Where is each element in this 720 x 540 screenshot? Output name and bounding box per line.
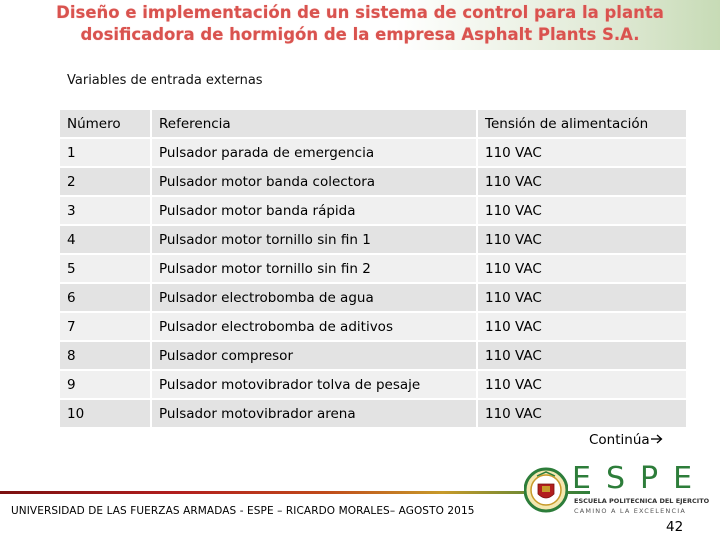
cell-referencia: Pulsador electrobomba de aditivos xyxy=(150,313,476,342)
cell-referencia: Pulsador motovibrador tolva de pesaje xyxy=(150,371,476,400)
variables-table xyxy=(60,110,686,429)
table-row xyxy=(60,371,686,400)
cell-tension: 110 VAC xyxy=(476,284,686,313)
cell-tension: 110 VAC xyxy=(476,226,686,255)
cell-numero: 7 xyxy=(60,313,150,342)
cell-tension: 110 VAC xyxy=(476,255,686,284)
page-number: 42 xyxy=(666,519,684,535)
cell-referencia: Pulsador motovibrador arena xyxy=(150,400,476,429)
table-row xyxy=(60,342,686,371)
cell-referencia: Pulsador motor banda colectora xyxy=(150,168,476,197)
table-row xyxy=(60,313,686,342)
cell-numero: 8 xyxy=(60,342,150,371)
university-seal-icon xyxy=(524,466,568,514)
footer-text: UNIVERSIDAD DE LAS FUERZAS ARMADAS - ESPE – RICARDO MORALES– AGOSTO 2015 xyxy=(11,505,475,517)
cell-referencia: Pulsador parada de emergencia xyxy=(150,139,476,168)
cell-referencia: Pulsador motor tornillo sin fin 1 xyxy=(150,226,476,255)
table-row xyxy=(60,226,686,255)
section-subtitle: Variables de entrada externas xyxy=(67,73,263,88)
page-title xyxy=(0,2,720,46)
cell-numero: 6 xyxy=(60,284,150,313)
espe-logo-subtitle: ESCUELA POLITECNICA DEL EJERCITO xyxy=(574,497,710,505)
cell-tension: 110 VAC xyxy=(476,342,686,371)
espe-logo-motto: CAMINO A LA EXCELENCIA xyxy=(574,507,686,515)
cell-numero: 9 xyxy=(60,371,150,400)
column-header-referencia: Referencia xyxy=(150,110,476,139)
title-line-1: Diseño e implementación de un sistema de control para la planta xyxy=(56,3,664,22)
cell-tension: 110 VAC xyxy=(476,313,686,342)
cell-referencia: Pulsador motor tornillo sin fin 2 xyxy=(150,255,476,284)
arrow-right-icon xyxy=(651,432,663,448)
cell-numero: 2 xyxy=(60,168,150,197)
espe-logo xyxy=(572,462,712,522)
cell-tension: 110 VAC xyxy=(476,371,686,400)
cell-numero: 10 xyxy=(60,400,150,429)
cell-tension: 110 VAC xyxy=(476,400,686,429)
table-row xyxy=(60,197,686,226)
column-header-tension: Tensión de alimentación xyxy=(476,110,686,139)
cell-numero: 3 xyxy=(60,197,150,226)
title-line-2: dosificadora de hormigón de la empresa Asphalt Plants S.A. xyxy=(80,25,640,44)
cell-numero: 1 xyxy=(60,139,150,168)
table-row xyxy=(60,284,686,313)
column-header-numero: Número xyxy=(60,110,150,139)
cell-tension: 110 VAC xyxy=(476,168,686,197)
table-row xyxy=(60,168,686,197)
footer-divider xyxy=(0,491,590,494)
table-row xyxy=(60,139,686,168)
cell-referencia: Pulsador motor banda rápida xyxy=(150,197,476,226)
table-row xyxy=(60,255,686,284)
continue-label: Continúa xyxy=(589,432,650,448)
continue-note xyxy=(589,432,663,448)
cell-tension: 110 VAC xyxy=(476,197,686,226)
cell-referencia: Pulsador compresor xyxy=(150,342,476,371)
cell-referencia: Pulsador electrobomba de agua xyxy=(150,284,476,313)
cell-numero: 5 xyxy=(60,255,150,284)
table-row xyxy=(60,400,686,429)
espe-logo-letters: ESPE xyxy=(572,461,708,496)
table-header-row xyxy=(60,110,686,139)
cell-numero: 4 xyxy=(60,226,150,255)
cell-tension: 110 VAC xyxy=(476,139,686,168)
